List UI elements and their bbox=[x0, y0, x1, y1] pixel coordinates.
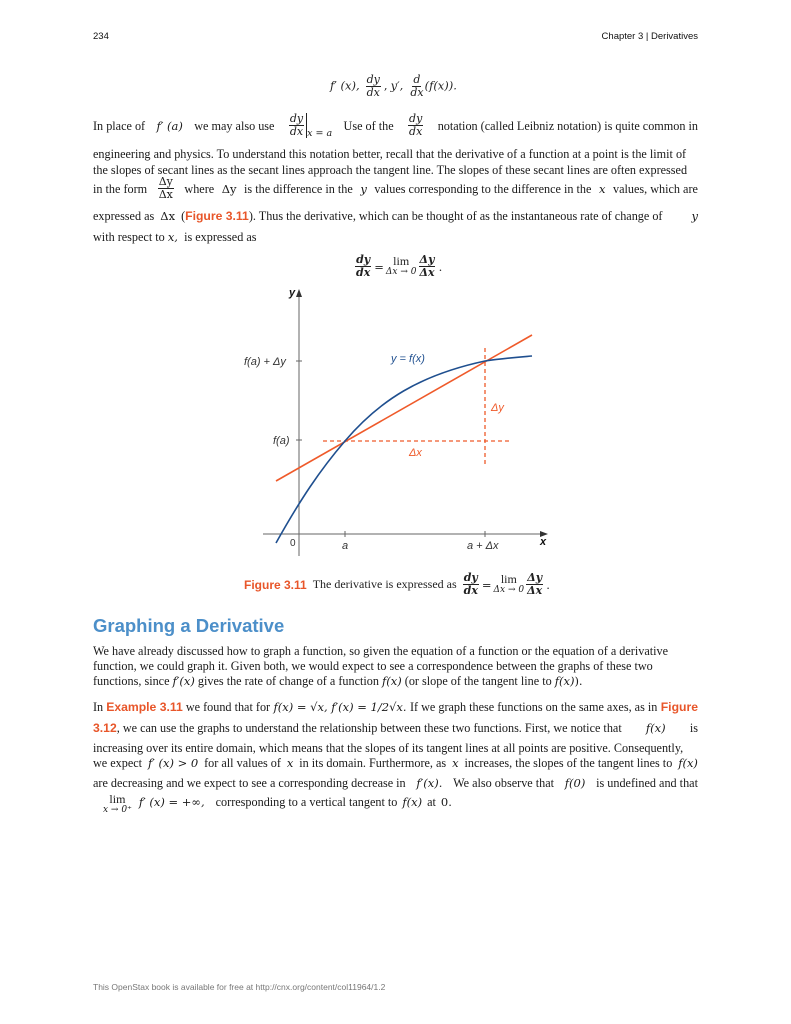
text: values corresponding to the difference in the bbox=[374, 181, 592, 196]
text: is bbox=[689, 721, 698, 735]
math-f-x: f(x) bbox=[645, 721, 666, 735]
y-tick-fa-label: f(a) bbox=[273, 435, 290, 447]
section-title: Graphing a Derivative bbox=[93, 615, 285, 636]
text: corresponding to a vertical tangent to bbox=[215, 795, 398, 809]
lim-text: lim bbox=[500, 571, 517, 586]
paragraph-3-line-1 bbox=[93, 699, 698, 715]
x-tick-a-dx-label: a + Δx bbox=[467, 540, 499, 552]
chapter-title: Chapter 3 | Derivatives bbox=[601, 31, 698, 42]
text: Use of the bbox=[343, 118, 394, 133]
figure-3-11-link[interactable]: Figure 3.11 bbox=[185, 209, 249, 223]
limit bbox=[493, 571, 525, 596]
math-f-x: f(x) bbox=[402, 795, 423, 809]
paragraph-3-line-5 bbox=[93, 775, 698, 791]
frac-num: dy bbox=[356, 253, 371, 266]
text: expressed as bbox=[93, 209, 155, 223]
text: (or slope of the tangent line to bbox=[404, 674, 552, 688]
y-axis-label: y bbox=[289, 287, 296, 299]
lim-subscript: Δx → 0 bbox=[493, 584, 525, 595]
math-f-prime-a: f′ (a) bbox=[156, 118, 183, 133]
math-x: x bbox=[452, 756, 459, 770]
frac-den: dx bbox=[366, 86, 380, 99]
frac-num: dy bbox=[409, 112, 423, 125]
paragraph-2-line-3 bbox=[93, 673, 698, 689]
math-zero: 0. bbox=[440, 795, 452, 809]
x-axis-label: x bbox=[540, 536, 547, 548]
text: notation (called Leibniz notation) is quite common in bbox=[437, 118, 698, 133]
math-f-prime-x: f′(x) bbox=[172, 674, 195, 688]
frac-den: dx bbox=[463, 584, 478, 597]
text: with respect to bbox=[93, 230, 165, 244]
text: gives the rate of change of a function bbox=[197, 674, 379, 688]
text: is the difference in the bbox=[244, 181, 353, 196]
math-f-zero: f(0) bbox=[564, 776, 586, 790]
footer-text: This OpenStax book is available for free at http://cnx.org/content/col11964/1.2 bbox=[93, 982, 386, 992]
delta-x-label: Δx bbox=[409, 447, 422, 459]
math-delta-x: Δx bbox=[160, 209, 176, 223]
math-f-x: f(x) bbox=[382, 674, 402, 688]
text: we expect bbox=[93, 756, 143, 770]
text: in the form bbox=[93, 181, 148, 196]
lim-subscript: Δx → 0 bbox=[385, 266, 417, 277]
text: we found that for bbox=[185, 700, 271, 714]
period: . bbox=[438, 259, 443, 274]
delta-fraction bbox=[526, 572, 543, 597]
function-curve bbox=[276, 356, 532, 543]
frac-num: Δy bbox=[419, 253, 435, 266]
frac-num: d bbox=[413, 73, 421, 86]
math-delta-y: Δy bbox=[221, 181, 237, 196]
text: in its domain. Furthermore, as bbox=[299, 756, 447, 770]
text: ( bbox=[181, 209, 186, 223]
math-y: y bbox=[691, 209, 698, 223]
frac-den: Δx bbox=[527, 584, 543, 597]
math-x: x, bbox=[167, 230, 178, 244]
text: ). bbox=[574, 674, 583, 688]
math-limit-infinity: f′ (x) = +∞, bbox=[138, 795, 205, 809]
period: . bbox=[546, 577, 550, 592]
y-tick-fa-dy-label: f(a) + Δy bbox=[244, 356, 286, 368]
text: we may also use bbox=[194, 118, 275, 133]
paragraph-3-line-2 bbox=[93, 720, 698, 736]
paragraph-3-line-6 bbox=[93, 794, 698, 816]
frac-den: Δx bbox=[419, 266, 435, 279]
frac-num: dy bbox=[289, 112, 304, 125]
math-f-prime-x: f′(x). bbox=[416, 776, 443, 790]
math-x: x bbox=[598, 181, 606, 196]
text: for all values of bbox=[204, 756, 281, 770]
comma: , bbox=[383, 78, 388, 93]
curve-label: y = f(x) bbox=[391, 353, 425, 365]
frac-den: dx bbox=[409, 125, 423, 138]
math-sqrt-function: f(x) = √x, f′(x) = 1/2√x. bbox=[273, 700, 407, 714]
frac-den: dx bbox=[356, 266, 371, 279]
f-prime-of-x: f′ (x), bbox=[330, 78, 360, 93]
paragraph-2-line-1: We have already discussed how to graph a function, so given the equation of a function or the equation of a derivative bbox=[93, 644, 669, 658]
paragraph-2-line-2: function, we could graph it. Given both, we would expect to see a correspondence between the graphs of these two bbox=[93, 659, 653, 673]
paragraph-1-line-2: engineering and physics. To understand this notation better, recall that the derivative of a function at a point is the limit of bbox=[93, 147, 687, 161]
frac-num: Δy bbox=[527, 571, 543, 584]
text: We also observe that bbox=[453, 776, 555, 790]
text: In place of bbox=[93, 118, 146, 133]
limit bbox=[103, 794, 132, 816]
frac-den: dx bbox=[410, 86, 424, 99]
y-prime: y′, bbox=[390, 78, 404, 93]
frac-den: dx bbox=[289, 125, 304, 138]
lim-text: lim bbox=[393, 253, 410, 268]
text: is expressed as bbox=[184, 230, 257, 244]
lim-text: lim bbox=[109, 792, 126, 806]
paragraph-3-line-4 bbox=[93, 755, 698, 771]
text: functions, since bbox=[93, 674, 170, 688]
page-number: 234 bbox=[93, 31, 109, 42]
text-group bbox=[93, 720, 622, 736]
paragraph-3-line-3: increasing over its entire domain, which means that the slopes of its tangent lines at all points are positive. Consequently, bbox=[93, 741, 684, 755]
math-y: y bbox=[360, 181, 367, 196]
text: are decreasing and we expect to see a corresponding decrease in bbox=[93, 776, 406, 790]
math-f-x: f(x) bbox=[554, 674, 575, 688]
lim-subscript: x → 0⁺ bbox=[103, 805, 132, 815]
text-group bbox=[93, 699, 270, 715]
text: at bbox=[427, 795, 436, 809]
caption-text: The derivative is expressed as bbox=[312, 577, 457, 591]
text: , we can use the graphs to understand the relationship between these two functions. First, we notice that bbox=[116, 721, 622, 735]
x-tick-a-label: a bbox=[342, 540, 349, 552]
frac-num: dy bbox=[366, 73, 380, 86]
origin-label: 0 bbox=[290, 538, 296, 549]
equals: = bbox=[481, 577, 492, 592]
text: increases, the slopes of the tangent lines to bbox=[464, 756, 673, 770]
f-of-x: (f(x)). bbox=[424, 78, 457, 93]
math-f-x: f(x) bbox=[678, 756, 698, 770]
frac-num: Δy bbox=[158, 175, 173, 188]
text: If we graph these functions on the same axes, as in bbox=[409, 700, 658, 714]
text: ). Thus the derivative, which can be thought of as the instantaneous rate of change of bbox=[248, 209, 663, 223]
figure-3-12-link-continued[interactable]: 3.12 bbox=[93, 721, 117, 735]
figure-caption bbox=[244, 572, 550, 597]
frac-den: Δx bbox=[158, 188, 173, 201]
figure-3-12-link[interactable]: Figure bbox=[660, 700, 698, 714]
frac-num: dy bbox=[463, 571, 478, 584]
delta-y-label: Δy bbox=[491, 402, 504, 414]
math-x: x bbox=[286, 756, 294, 770]
text: where bbox=[184, 181, 215, 196]
text: is undefined and that bbox=[596, 776, 698, 790]
evaluation-subscript: x = a bbox=[307, 128, 333, 139]
dy-dx-fraction bbox=[463, 572, 479, 597]
equals: = bbox=[374, 259, 384, 274]
paragraph-1-line-3: the slopes of secant lines as the secant lines approach the tangent line. The slopes of these secant lines are often expressed bbox=[93, 163, 688, 177]
figure-label: Figure 3.11 bbox=[244, 577, 307, 592]
text: values, which are bbox=[612, 181, 698, 196]
math-f-prime-positive: f′ (x) > 0 bbox=[147, 756, 199, 770]
example-3-11-link[interactable]: Example 3.11 bbox=[106, 700, 183, 714]
text: In bbox=[93, 700, 104, 714]
